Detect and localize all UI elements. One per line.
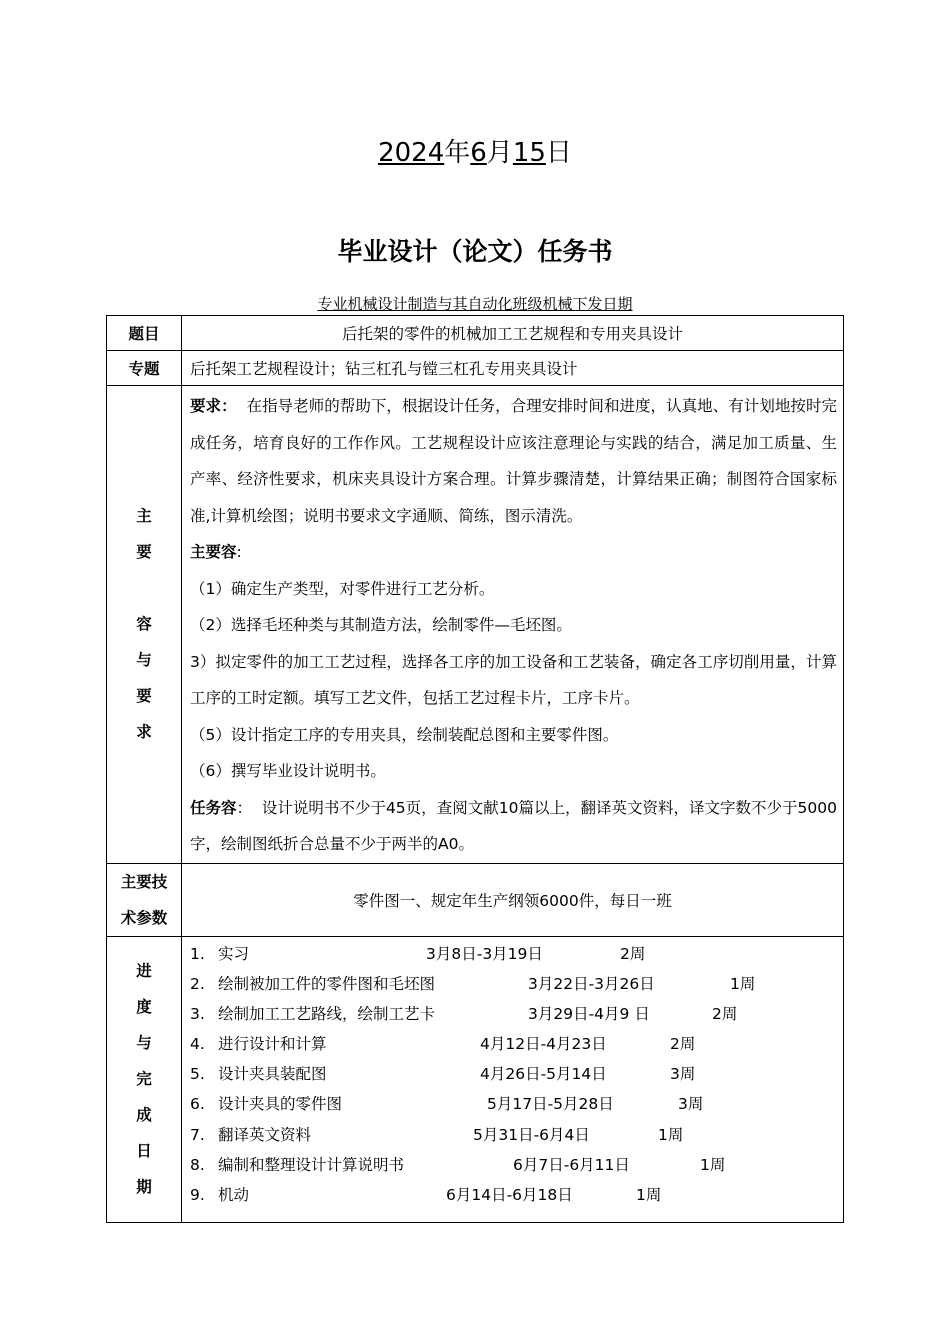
params-value: 零件图一、规定年生产纲领6000件，每日一班 [182,863,844,936]
schedule-label-char: 成 [136,1106,152,1125]
schedule-item-duration: 3周 [670,1065,696,1084]
main-content-heading [190,534,837,571]
schedule-item-date: 5月31日-6月4日 [473,1125,590,1144]
schedule-item-number: 7. [190,1125,205,1144]
schedule-item-duration: 2周 [670,1035,696,1054]
schedule-item-duration: 2周 [712,1004,738,1023]
content-row [107,386,844,864]
schedule-item-duration: 1周 [658,1125,684,1144]
special-value: 后托架工艺规程设计；钻三杠孔与镗三杠孔专用夹具设计 [182,351,844,386]
schedule-item-date: 6月7日-6月11日 [513,1155,630,1174]
schedule-label-stack [107,953,181,1205]
schedule-item-duration: 1周 [700,1155,726,1174]
schedule-item-task: 翻译英文资料 [218,1125,312,1144]
document-date [0,132,950,169]
schedule-label-char: 进 [136,962,152,981]
special-row [107,351,844,386]
task-table [106,315,844,1223]
schedule-item [190,1180,843,1210]
task-text: 设计说明书不少于45页，查阅文献10篇以上，翻译英文资料，译文字数不少于5000字，绘制图纸折合总量不少于两半的A0。 [190,798,837,853]
content-label-char [107,570,181,606]
schedule-item-date: 3月22日-3月26日 [528,974,655,993]
schedule-item [190,1089,843,1119]
date-month: 6 [470,138,487,168]
topic-row [107,316,844,351]
date-day: 15 [512,138,546,168]
content-cell [182,386,844,864]
params-row [107,863,844,936]
content-label-stack [107,498,181,750]
schedule-item-number: 5. [190,1065,205,1084]
schedule-item-number: 9. [190,1186,205,1204]
schedule-list [182,937,843,1223]
schedule-item-date: 3月8日-3月19日 [426,944,543,963]
schedule-item-task: 设计夹具装配图 [218,1065,327,1084]
schedule-item [190,999,843,1029]
schedule-label-char: 完 [136,1070,152,1089]
task-label: 任务容 [190,798,237,817]
task-paragraph: 任务容： 设计说明书不少于45页，查阅文献10篇以上，翻译英文资料，译文字数不少于5000字，绘制图纸折合总量不少于两半的A0。 [190,798,837,853]
params-label-line: 主要技 [120,872,168,891]
schedule-item-task: 绘制加工工艺路线，绘制工艺卡 [218,1004,436,1023]
requirements-text: 在指导老师的帮助下，根据设计任务，合理安排时间和进度，认真地、有计划地按时完成任务，培育良好的工作作风。工艺规程设计应该注意理论与实践的结合，满足加工质量、生产率、经济性要求，机床夹具设计方案合理。计算步骤清楚，计算结果正确；制图符合国家标准,计算机绘图；说明书要求文字通顺、简练，图示清洗。 [190,397,837,525]
content-label-char: 与 [136,651,152,670]
schedule-item-number: 1. [190,944,205,963]
content-label-char: 要 [136,543,152,562]
content-label-char: 要 [136,687,152,706]
content-label [107,386,182,864]
requirements-paragraph [190,388,837,534]
document-title: 毕业设计（论文）任务书 [337,237,613,266]
params-label-line: 术参数 [120,908,168,927]
topic-value: 后托架的零件的机械加工工艺规程和专用夹具设计 [182,316,844,351]
schedule-item-task: 编制和整理设计计算说明书 [218,1155,405,1174]
schedule-item-date: 4月26日-5月14日 [480,1065,607,1084]
schedule-item [190,939,843,969]
schedule-row [107,936,844,1223]
schedule-item [190,1059,843,1089]
schedule-item-duration: 3周 [678,1095,704,1114]
schedule-item-task: 设计夹具的零件图 [218,1095,343,1114]
schedule-item [190,1029,843,1059]
main-content-colon: : [236,543,242,561]
schedule-item-date: 6月14日-6月18日 [446,1186,573,1204]
schedule-label [107,936,182,1223]
schedule-item-task: 机动 [218,1186,250,1204]
topic-label: 题目 [107,316,182,351]
major-class-line: 专业机械设计制造与其自动化班级机械下发日期 [317,295,633,313]
date-day-unit: 日 [545,138,572,168]
schedule-item-duration: 2周 [620,944,646,963]
schedule-item [190,969,843,999]
schedule-item-number: 4. [190,1035,205,1054]
content-item: 3）拟定零件的加工工艺过程，选择各工序的加工设备和工艺装备，确定各工序切削用量，计算工序的工时定额。填写工艺文件，包括工艺过程卡片，工序卡片。 [190,652,837,707]
date-year-unit: 年 [444,138,471,168]
schedule-item-duration: 1周 [636,1186,662,1204]
schedule-item-date: 3月29日-4月9 日 [528,1004,650,1023]
schedule-item [190,1150,843,1180]
schedule-item-task: 绘制被加工件的零件图和毛坯图 [218,974,436,993]
requirements-label: 要求： [190,397,237,415]
schedule-cell [182,936,844,1223]
schedule-item-number: 8. [190,1155,205,1174]
special-label: 专题 [107,351,182,386]
schedule-item-duration: 1周 [730,974,756,993]
schedule-item-task: 进行设计和计算 [218,1035,327,1054]
content-label-char: 容 [136,615,152,634]
schedule-item-date: 4月12日-4月23日 [480,1035,607,1054]
schedule-label-char: 日 [136,1142,152,1161]
schedule-label-char: 期 [136,1178,152,1197]
main-content-label: 主要容 [190,543,237,561]
schedule-item-number: 3. [190,1004,205,1023]
schedule-item-number: 2. [190,974,205,993]
schedule-label-char: 与 [136,1034,152,1053]
schedule-label-char: 度 [136,998,152,1017]
content-item: （1）确定生产类型，对零件进行工艺分析。 [190,579,495,598]
schedule-item-number: 6. [190,1095,205,1114]
date-year: 2024 [378,138,445,168]
content-item: （5）设计指定工序的专用夹具，绘制装配总图和主要零件图。 [190,725,619,744]
content-label-char: 主 [136,507,152,526]
content-label-char: 求 [136,723,152,742]
params-label [107,863,182,936]
content-body [182,386,843,863]
schedule-item-task: 实习 [218,944,250,963]
schedule-item [190,1120,843,1150]
content-item: （6）撰写毕业设计说明书。 [190,762,386,780]
date-month-unit: 月 [486,138,513,168]
schedule-item-date: 5月17日-5月28日 [487,1095,614,1114]
content-item: （2）选择毛坯种类与其制造方法，绘制零件—毛坯图。 [190,616,572,634]
